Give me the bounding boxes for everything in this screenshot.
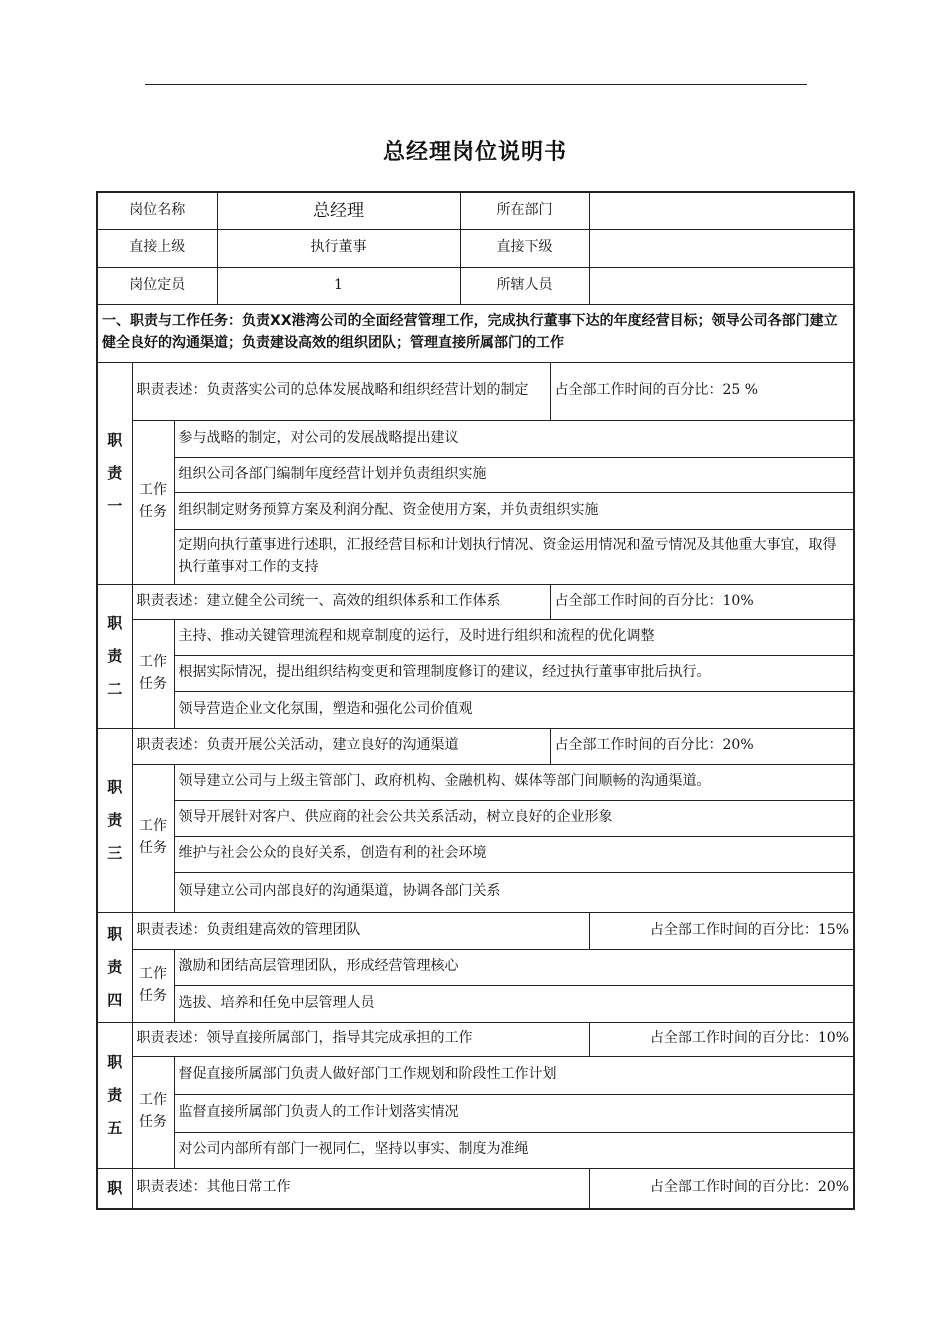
superior-value: 执行董事 [217, 229, 460, 267]
managed-staff-value [589, 267, 854, 304]
managed-staff-label: 所辖人员 [460, 267, 589, 304]
summary-row [97, 304, 854, 362]
subordinate-value [589, 229, 854, 267]
duty-6-percent: 占全部工作时间的百分比：20% [589, 1168, 854, 1209]
duty-5-statement-row [97, 1022, 854, 1056]
duty-2-task-row [97, 655, 854, 691]
duty-3-statement: 职责表述：负责开展公关活动，建立良好的沟通渠道 [132, 728, 550, 764]
duty-3-task-4: 领导建立公司内部良好的沟通渠道，协调各部门关系 [174, 872, 854, 912]
duty-5-task-label: 工作 任务 [132, 1056, 174, 1168]
duty-2-percent: 占全部工作时间的百分比：10% [550, 584, 854, 619]
duty-5-statement: 职责表述：领导直接所属部门，指导其完成承担的工作 [132, 1022, 589, 1056]
department-value [589, 192, 854, 229]
duty-4-task-2: 选拔、培养和任免中层管理人员 [174, 985, 854, 1022]
duty-1-task-3: 组织制定财务预算方案及利润分配、资金使用方案，并负责组织实施 [174, 492, 854, 529]
duty-3-task-row [97, 872, 854, 912]
duty-1-task-label: 工作 任务 [132, 420, 174, 584]
duty-6-statement: 职责表述：其他日常工作 [132, 1168, 589, 1209]
duty-1-statement-row [97, 362, 854, 420]
duty-3-statement-row [97, 728, 854, 764]
duty-4-statement: 职责表述：负责组建高效的管理团队 [132, 912, 589, 949]
duty-1-task-row [97, 420, 854, 457]
duty-2-statement: 职责表述：建立健全公司统一、高效的组织体系和工作体系 [132, 584, 550, 619]
duty-2-label: 职 责 二 [97, 584, 132, 728]
duty-2-task-1: 主持、推动关键管理流程和规章制度的运行，及时进行组织和流程的优化调整 [174, 619, 854, 655]
duty-3-task-row [97, 764, 854, 800]
duty-5-task-1: 督促直接所属部门负责人做好部门工作规划和阶段性工作计划 [174, 1056, 854, 1094]
duty-3-task-2: 领导开展针对客户、供应商的社会公共关系活动，树立良好的企业形象 [174, 800, 854, 836]
subordinate-label: 直接下级 [460, 229, 589, 267]
duty-6-label: 职 [97, 1168, 132, 1209]
position-name-label: 岗位名称 [97, 192, 217, 229]
duty-1-label: 职 责 一 [97, 362, 132, 584]
duty-1-task-row [97, 529, 854, 584]
duty-4-task-1: 激励和团结高层管理团队，形成经营管理核心 [174, 949, 854, 985]
position-name-value: 总经理 [217, 192, 460, 229]
duty-2-task-2: 根据实际情况，提出组织结构变更和管理制度修订的建议，经过执行董事审批后执行。 [174, 655, 854, 691]
duty-3-task-row [97, 836, 854, 872]
duty-1-statement: 职责表述：负责落实公司的总体发展战略和组织经营计划的制定 [132, 362, 550, 420]
duty-3-task-1: 领导建立公司与上级主管部门、政府机构、金融机构、媒体等部门间顺畅的沟通渠道。 [174, 764, 854, 800]
duty-5-task-row [97, 1056, 854, 1094]
summary-heading: 一、职责与工作任务： [102, 313, 242, 330]
duty-3-percent: 占全部工作时间的百分比：20% [550, 728, 854, 764]
duty-4-task-row [97, 985, 854, 1022]
job-description-table [96, 191, 855, 1210]
duty-5-task-row [97, 1132, 854, 1168]
duty-1-task-1: 参与战略的制定，对公司的发展战略提出建议 [174, 420, 854, 457]
duty-2-statement-row [97, 584, 854, 619]
duty-3-label: 职 责 三 [97, 728, 132, 912]
duty-1-task-row [97, 492, 854, 529]
duty-4-task-row [97, 949, 854, 985]
duty-3-task-label: 工作 任务 [132, 764, 174, 912]
summary-text: 负责XX港湾公司的全面经营管理工作，完成执行董事下达的年度经营目标；领导公司各部门建立健全良好的沟通渠道；负责建设高效的组织团队；管理直接所属部门的工作 [102, 313, 838, 351]
duty-4-statement-row [97, 912, 854, 949]
duty-5-task-3: 对公司内部所有部门一视同仁，坚持以事实、制度为准绳 [174, 1132, 854, 1168]
duty-4-percent: 占全部工作时间的百分比：15% [589, 912, 854, 949]
duty-1-task-2: 组织公司各部门编制年度经营计划并负责组织实施 [174, 457, 854, 492]
duty-5-percent: 占全部工作时间的百分比：10% [589, 1022, 854, 1056]
duty-5-task-row [97, 1094, 854, 1132]
duty-6-statement-row [97, 1168, 854, 1209]
duty-4-label: 职 责 四 [97, 912, 132, 1022]
duty-3-task-3: 维护与社会公众的良好关系，创造有利的社会环境 [174, 836, 854, 872]
duty-1-task-4: 定期向执行董事进行述职，汇报经营目标和计划执行情况、资金运用情况和盈亏情况及其他重大事宜，取得执行董事对工作的支持 [174, 529, 854, 584]
duties-summary [97, 304, 854, 362]
header-rule [145, 84, 807, 85]
headcount-label: 岗位定员 [97, 267, 217, 304]
duty-1-task-row [97, 457, 854, 492]
duty-1-percent: 占全部工作时间的百分比：25 % [550, 362, 854, 420]
info-row-2 [97, 229, 854, 267]
duty-3-task-row [97, 800, 854, 836]
info-row-1 [97, 192, 854, 229]
duty-2-task-row [97, 619, 854, 655]
duty-2-task-3: 领导营造企业文化氛围，塑造和强化公司价值观 [174, 691, 854, 728]
superior-label: 直接上级 [97, 229, 217, 267]
duty-4-task-label: 工作 任务 [132, 949, 174, 1022]
department-label: 所在部门 [460, 192, 589, 229]
duty-2-task-row [97, 691, 854, 728]
duty-5-label: 职 责 五 [97, 1022, 132, 1168]
info-row-3 [97, 267, 854, 304]
headcount-value: 1 [217, 267, 460, 304]
duty-2-task-label: 工作 任务 [132, 619, 174, 728]
duty-5-task-2: 监督直接所属部门负责人的工作计划落实情况 [174, 1094, 854, 1132]
document-title: 总经理岗位说明书 [382, 140, 567, 165]
